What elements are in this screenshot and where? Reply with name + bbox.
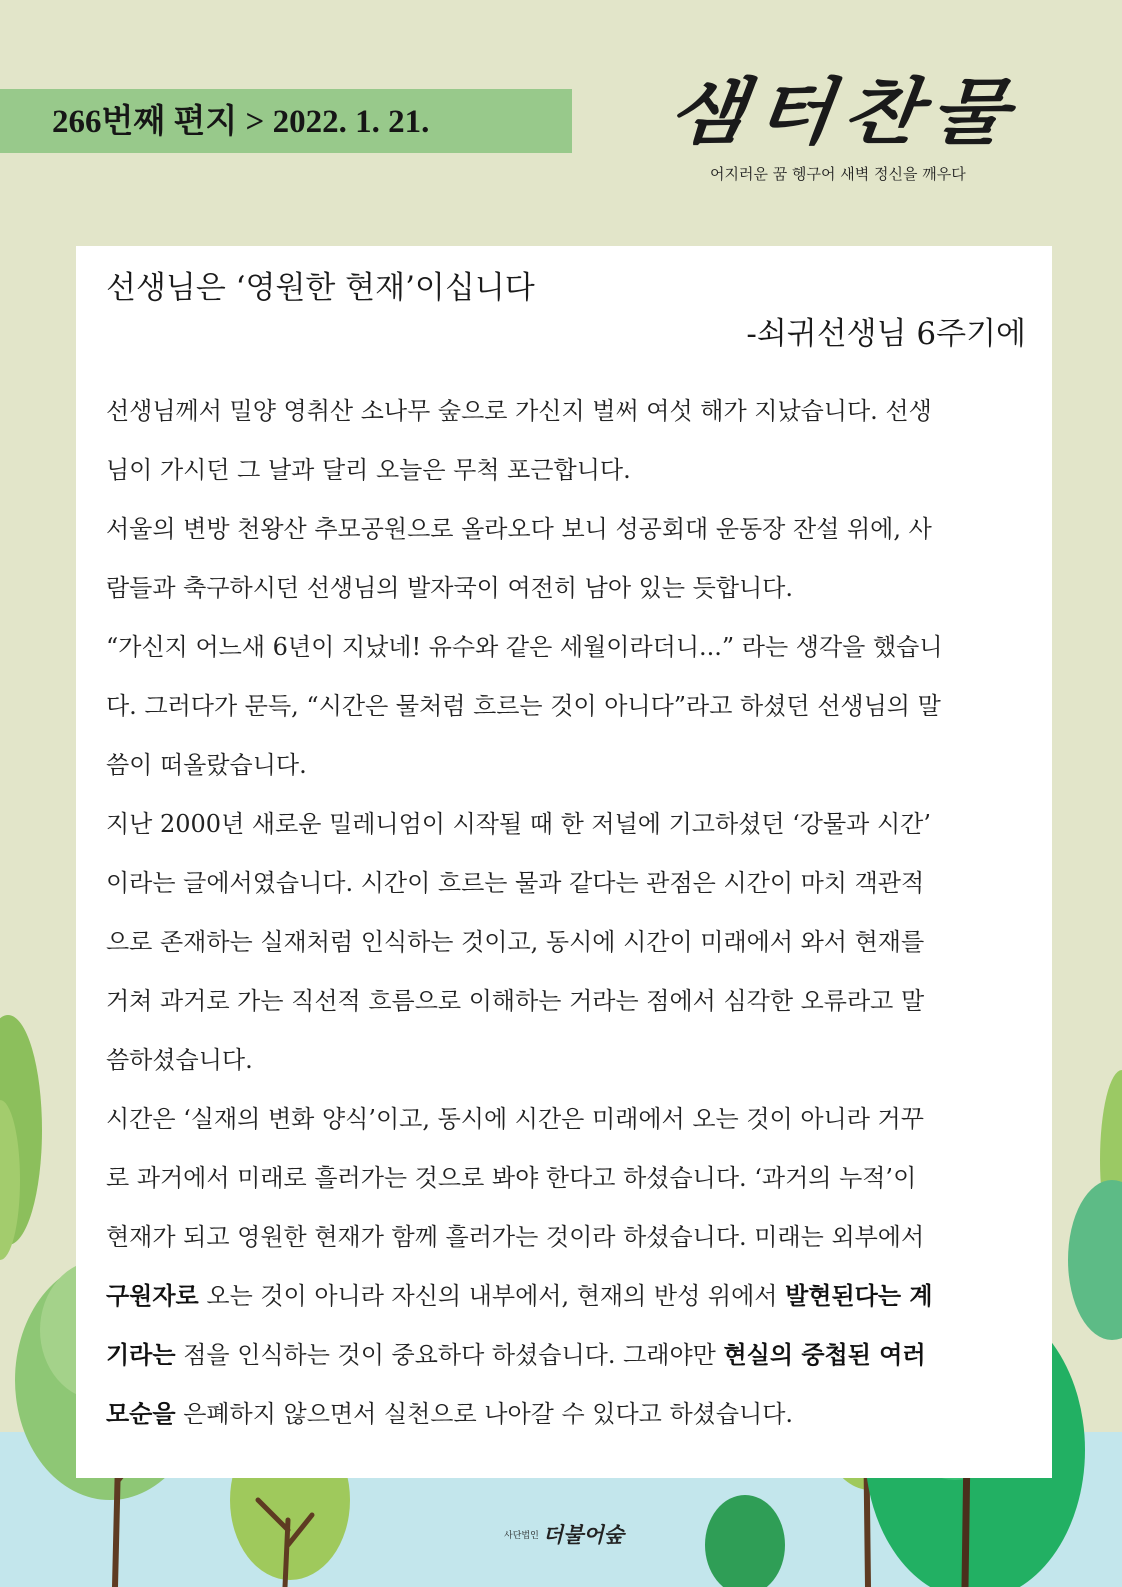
body-line: 씀하셨습니다. [106, 1046, 253, 1074]
body-line: “가신지 어느새 6년이 지났네! 유수와 같은 세월이라더니...” 라는 생각을 했습니 [106, 633, 943, 661]
body-line: 시간은 ‘실재의 변화 양식’이고, 동시에 시간은 미래에서 오는 것이 아니라 거꾸 [106, 1105, 924, 1133]
emphasis-text: 모순을 [106, 1399, 176, 1428]
body-line-emphasis [106, 1338, 1026, 1372]
logo-prefix: 사단법인 [504, 1530, 539, 1541]
body-line-emphasis [106, 1279, 1026, 1313]
body-line: 님이 가시던 그 날과 달리 오늘은 무척 포근합니다. [106, 456, 631, 484]
brand-title: 샘터찬물 [664, 70, 1023, 154]
body-line: 현재가 되고 영원한 현재가 함께 흘러가는 것이라 하셨습니다. 미래는 외부에서 [106, 1223, 925, 1251]
body-line: 람들과 축구하시던 선생님의 발자국이 여전히 남아 있는 듯합니다. [106, 574, 793, 602]
footer-logo [504, 1519, 624, 1549]
center-tree-crown [705, 1495, 785, 1587]
body-line: 이라는 글에서였습니다. 시간이 흐르는 물과 같다는 관점은 시간이 마치 객관적 [106, 869, 925, 897]
body-line: 씀이 떠올랐습니다. [106, 751, 307, 779]
letter-title: 선생님은 ‘영원한 현재’이십니다 [106, 270, 535, 306]
body-line: 로 과거에서 미래로 흘러가는 것으로 봐야 한다고 하셨습니다. ‘과거의 누적’이 [106, 1164, 917, 1192]
letter-subtitle: -쇠귀선생님 6주기에 [746, 316, 1026, 352]
body-text: 은폐하지 않으면서 실천으로 나아갈 수 있다고 하셨습니다. [175, 1400, 794, 1428]
body-line-emphasis [106, 1397, 1026, 1431]
logo-name: 더불어숲 [542, 1523, 624, 1547]
brand-subtitle: 어지러운 꿈 헹구어 새벽 정신을 깨우다 [710, 165, 966, 183]
emphasis-text: 현실의 중첩된 여러 [723, 1340, 926, 1369]
emphasis-text: 구원자로 [106, 1281, 199, 1310]
body-line: 지난 2000년 새로운 밀레니엄이 시작될 때 한 저널에 기고하셨던 ‘강물과 시간’ [106, 810, 931, 838]
body-line: 거쳐 과거로 가는 직선적 흐름으로 이해하는 거라는 점에서 심각한 오류라고 말 [106, 987, 925, 1015]
body-line: 서울의 변방 천왕산 추모공원으로 올라오다 보니 성공회대 운동장 잔설 위에, 사 [106, 515, 932, 543]
emphasis-text: 기라는 [106, 1340, 176, 1369]
issue-label: 266번째 편지 > 2022. 1. 21. [52, 104, 430, 140]
body-text: 점을 인식하는 것이 중요하다 하셨습니다. 그래야만 [175, 1341, 724, 1369]
body-text: 오는 것이 아니라 자신의 내부에서, 현재의 반성 위에서 [198, 1282, 786, 1310]
body-line: 다. 그러다가 문득, “시간은 물처럼 흐르는 것이 아니다”라고 하셨던 선생님의 말 [106, 692, 941, 720]
body-line: 선생님께서 밀양 영취산 소나무 숲으로 가신지 벌써 여섯 해가 지났습니다. 선생 [106, 397, 932, 425]
body-line: 으로 존재하는 실재처럼 인식하는 것이고, 동시에 시간이 미래에서 와서 현재를 [106, 928, 925, 956]
right-back-tree [1068, 1180, 1122, 1340]
emphasis-text: 발현된다는 계 [785, 1281, 933, 1310]
